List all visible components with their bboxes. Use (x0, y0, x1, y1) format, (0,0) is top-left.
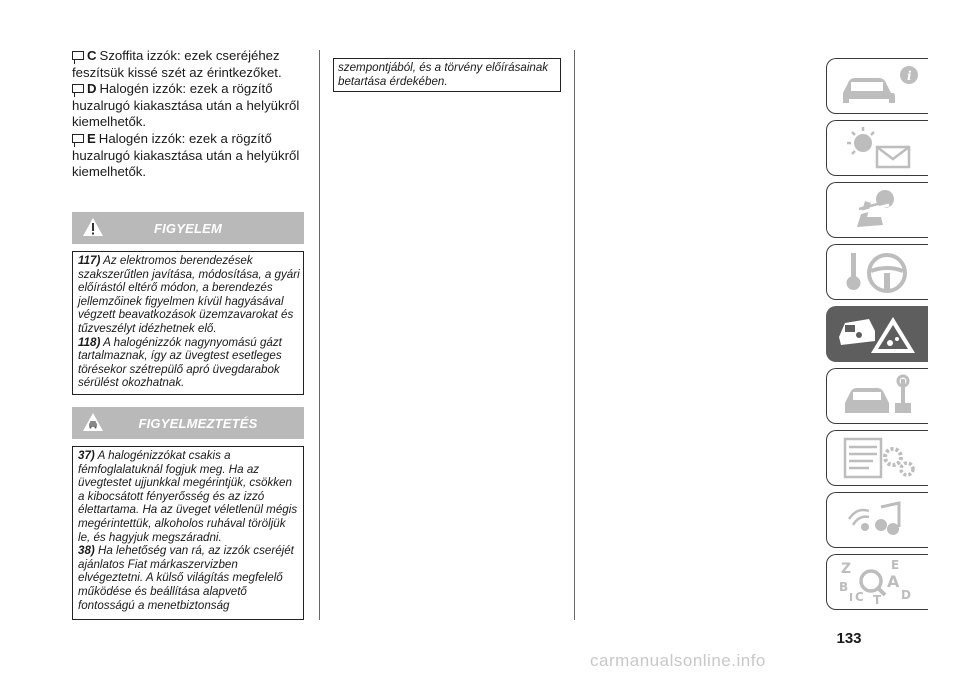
bulb-type-list (72, 48, 308, 181)
index-letter: Z (841, 561, 852, 577)
index-letter: E (891, 559, 900, 572)
bulb-bullet-icon (72, 134, 84, 143)
page-number: 133 (836, 630, 862, 647)
breakdown-emergency-icon (835, 311, 921, 357)
tab-emergency[interactable] (826, 306, 928, 362)
index-letter: C (855, 590, 864, 604)
car-info-icon (835, 63, 921, 109)
caution-note: 38) Ha lehetőség van rá, az izzók cseréjét ajánlatos Fiat márkaszervizben elvégeztetni. A külső világítás megfelelő működése és beállítása alapvető fontosságú a menetbiztonság (78, 544, 294, 612)
list-item: C Szoffita izzók: ezek cseréjéhez feszítsük kissé szét az érintkezőket. (72, 48, 282, 80)
svg-text:i: i (907, 69, 912, 83)
warning-note: 118) A halogénizzók nagynyomású gázt tartalmaznak, így az üvegtest esetleges törésekor szétrepülő apró üvegdarabok sérülést okozhatnak. (78, 335, 282, 390)
tab-technical-data[interactable] (826, 430, 928, 486)
warning-note: 117) Az elektromos berendezések szakszerűtlen javítása, módosítása, a gyári előírástól eltérő módon, a berendezés jellemzőinek figyelmen kívül hagyásával végzett beavatkozások üzemzavarokat és tűzveszélyt idézhetnek elő. (78, 254, 300, 335)
list-item: D Halogén izzók: ezek a rögzítő huzalrugó kiakasztása után a helyükről kiemelhetők. (72, 81, 300, 130)
tab-maintenance[interactable] (826, 368, 928, 424)
key-steering-wheel-icon (835, 249, 921, 295)
warning-banner (72, 212, 304, 244)
tab-car-info[interactable] (826, 58, 928, 114)
airbag-seat-icon (835, 187, 921, 233)
index-letter: T (873, 593, 882, 605)
warning-notes (72, 251, 304, 395)
tab-safety[interactable] (826, 182, 928, 238)
tab-multimedia[interactable] (826, 492, 928, 548)
car-maintenance-tools-icon (835, 373, 921, 419)
tab-starting-driving[interactable] (826, 244, 928, 300)
tab-index[interactable] (826, 554, 928, 610)
index-letter: B (839, 580, 849, 594)
caution-note: 37) A halogénizzókat csakis a fémfoglalatuknál fogjuk meg. Ha az üvegtestet ujjunkkal megérintjük, csökken a kibocsátott fényerősség és az izzó élettartama. Ha az üveget véletlenül mégis megérintettük, alkoholos ruhával töröljük le, és hagyjuk megszáradni. (78, 449, 298, 544)
technical-data-icon (835, 435, 921, 481)
warning-title: FIGYELEM (153, 221, 223, 236)
watermark: carmanualsonline.info (590, 651, 766, 670)
index-letter: I (849, 591, 854, 604)
continued-note: szempontjából, és a törvény előírásainak betartása érdekében. (333, 58, 561, 92)
column-divider (574, 50, 575, 620)
list-item: E Halogén izzók: ezek a rögzítő huzalrugó kiakasztása után a helyükről kiemelhetők. (72, 130, 300, 180)
index-letter: D (901, 588, 911, 602)
index-letter: A (887, 572, 900, 591)
alphabetical-index-icon (835, 559, 921, 605)
caution-notes (72, 446, 304, 620)
bulb-bullet-icon (72, 84, 84, 93)
multimedia-icon (835, 497, 921, 543)
bulb-bullet-icon (72, 51, 84, 60)
caution-title: FIGYELMEZTETÉS (138, 416, 258, 431)
caution-banner (72, 407, 304, 439)
tab-warning-lights[interactable] (826, 120, 928, 176)
column-divider (319, 50, 320, 620)
warning-lights-message-icon (835, 125, 921, 171)
